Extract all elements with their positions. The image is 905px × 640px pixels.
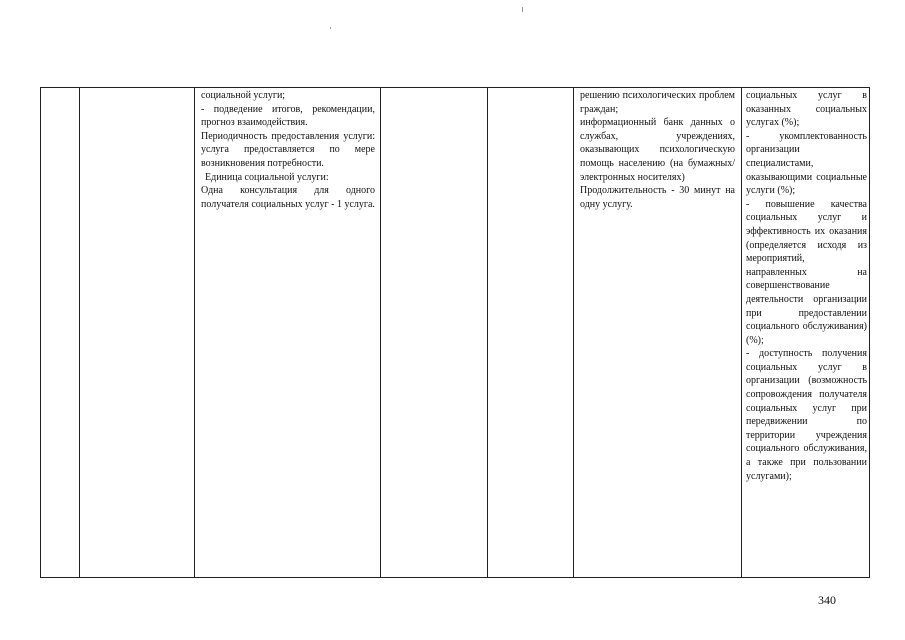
text-paragraph: решению психологических проблем граждан; [580, 90, 735, 115]
scan-speck [522, 7, 523, 12]
table-cell-tariff [381, 88, 488, 578]
text-paragraph: Единица социальной услуги: [205, 171, 329, 183]
table-row [41, 88, 870, 578]
text-paragraph: Периодичность предоставления услуги: услуга предоставляется по мере возникновения потребности. [201, 130, 375, 169]
text-paragraph: социальных услуг в оказанных социальных услугах (%); [746, 90, 867, 129]
cell-text-col3 [195, 88, 380, 211]
page-number: 340 [818, 593, 836, 607]
table-cell-service-description [195, 88, 381, 578]
text-paragraph: - подведение итогов, рекомендации, прогноз взаимодействия. [201, 103, 375, 129]
text-paragraph: информационный банк данных о службах, учреждениях, оказывающих психологическую помощь населению (на бумажных/ электронных носителях) [580, 117, 735, 183]
table-cell-term [488, 88, 574, 578]
text-paragraph: - доступность получения социальных услуг в организации (возможность сопровождения получателя социальных услуг при передвижении по территории учреждения социального обслуживания, а также при пользовании услугами); [746, 348, 867, 482]
text-paragraph: - повышение качества социальных услуг и эффективность их оказания (определяется исходя из мероприятий, направленных на совершенствование деятельности организации при предоставлении социального обслуживания) (%); [746, 198, 867, 346]
table-cell-service-name [80, 88, 195, 578]
table-cell-number [41, 88, 80, 578]
cell-text-col7 [742, 88, 869, 483]
services-table [40, 87, 870, 578]
scan-speck [330, 27, 331, 29]
table-cell-provision-conditions [574, 88, 742, 578]
table-cell-quality-indicators [742, 88, 870, 578]
cell-text-col6 [574, 88, 741, 211]
text-paragraph: социальной услуги; [201, 90, 286, 101]
text-paragraph: Одна консультация для одного получателя социальных услуг - 1 услуга. [201, 185, 375, 210]
text-paragraph: Продолжительность - 30 минут на одну услугу. [580, 185, 735, 210]
text-paragraph: - укомплектованность организации специалистами, оказывающими социальные услуги (%); [746, 130, 867, 197]
